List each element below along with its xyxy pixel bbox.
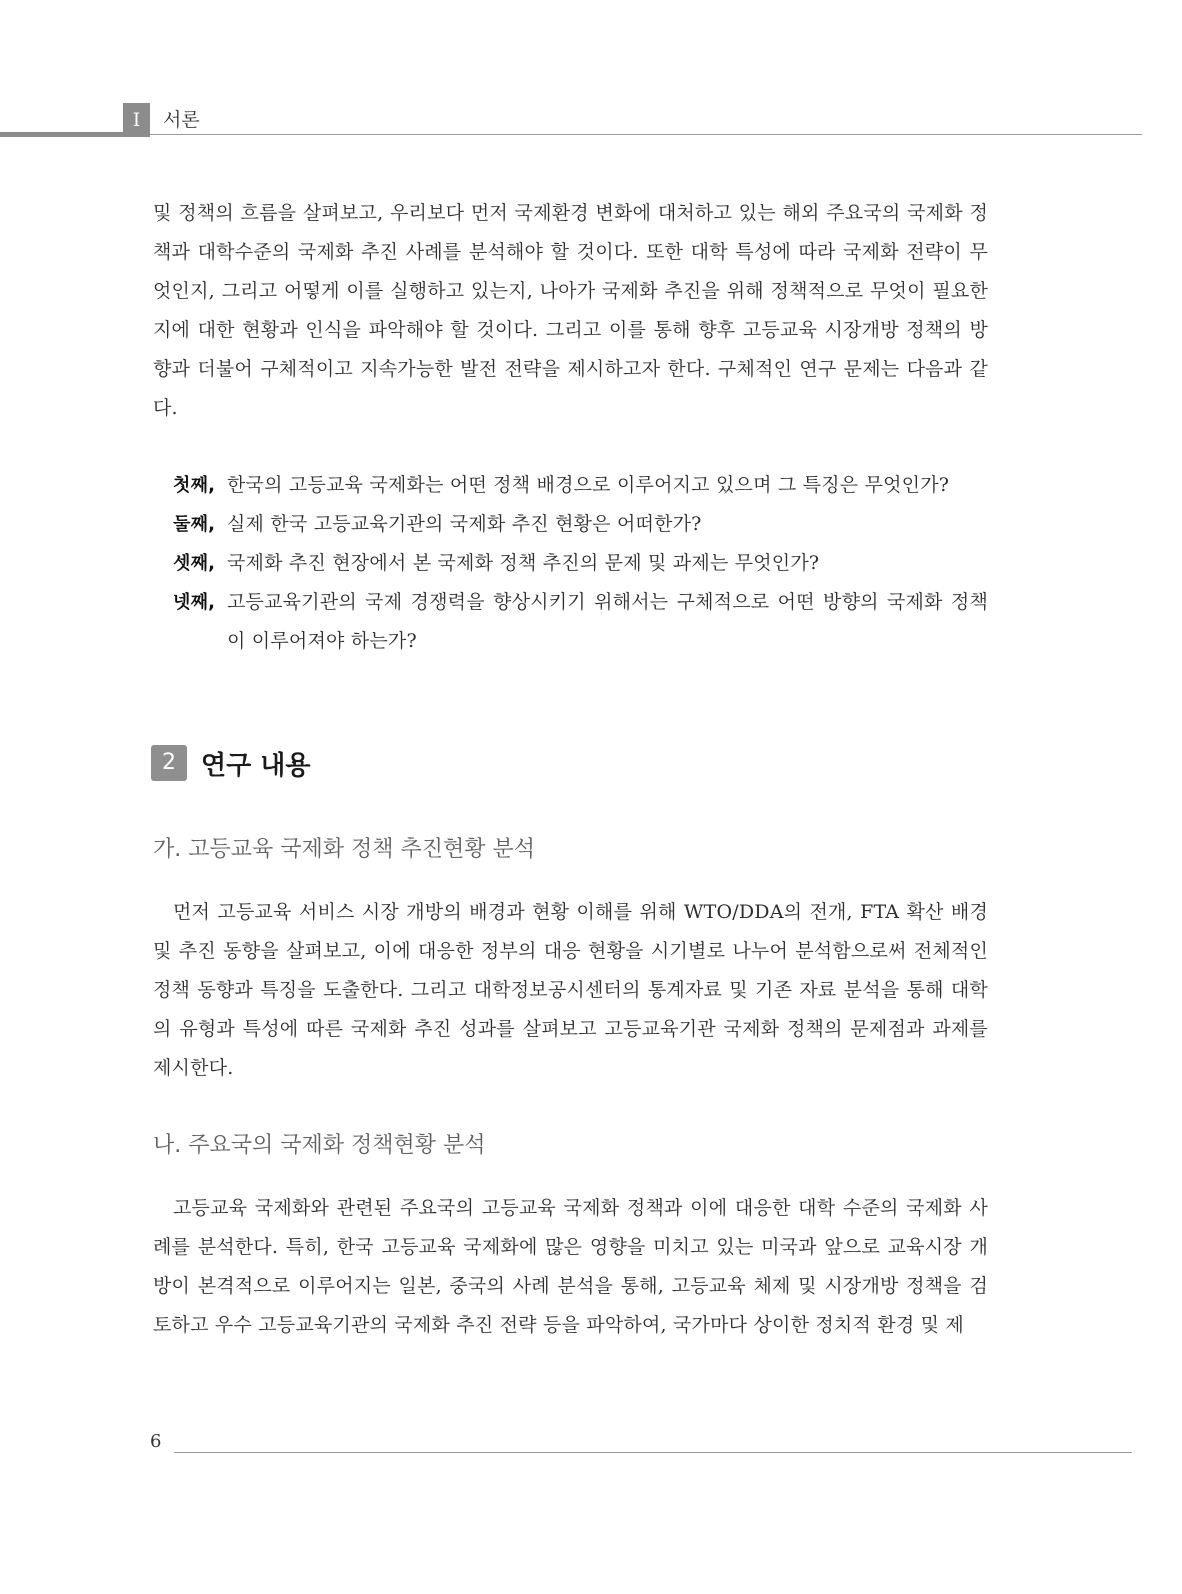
research-question (173, 466, 988, 505)
question-label: 셋째, (173, 553, 216, 574)
section-heading (151, 744, 311, 782)
subsection-b-heading: 나. 주요국의 국제화 정책현황 분석 (153, 1133, 486, 1158)
research-question (173, 505, 988, 544)
page-header (0, 0, 1182, 140)
question-text: 한국의 고등교육 국제화는 어떤 정책 배경으로 이루어지고 있으며 그 특징은 무엇인가? (227, 474, 950, 496)
subsection-a-body: 먼저 고등교육 서비스 시장 개방의 배경과 현황 이해를 위해 WTO/DDA의 전개, FTA 확산 배경 및 추진 동향을 살펴보고, 이에 대응한 정부의 대응 현황을 시기별로 나누어 분석함으로써 전체적인 정책 동향과 특징을 도출한다. 그리고 대학정보공시센터의 통계자료 및 기존 자료 분석을 통해 대학의 유형과 특성에 따른 국제화 추진 성과를 살펴보고 고등교육기관 국제화 정책의 문제점과 과제를 제시한다. (153, 901, 988, 1079)
section-title: 연구 내용 (201, 750, 311, 781)
question-text: 실제 한국 고등교육기관의 국제화 추진 현황은 어떠한가? (227, 513, 702, 535)
intro-paragraph: 및 정책의 흐름을 살펴보고, 우리보다 먼저 국제환경 변화에 대처하고 있는 해외 주요국의 국제화 정책과 대학수준의 국제화 추진 사례를 분석해야 할 것이다. 또한 대학 특성에 따라 국제화 전략이 무엇인지, 그리고 어떻게 이를 실행하고 있는지, 나아가 국제화 추진을 위해 정책적으로 무엇이 필요한지에 대한 현황과 인식을 파악해야 할 것이다. 그리고 이를 통해 향후 고등교육 시장개방 정책의 방향과 더불어 구체적이고 지속가능한 발전 전략을 제시하고자 한다. 구체적인 연구 문제는 다음과 같다. (153, 202, 988, 419)
header-rule (150, 134, 1142, 135)
question-text: 국제화 추진 현장에서 본 국제화 정책 추진의 문제 및 과제는 무엇인가? (227, 552, 820, 574)
chapter-number-badge: I (123, 103, 150, 137)
footer-rule (174, 1452, 1132, 1453)
research-question-list (173, 466, 988, 661)
research-question (173, 544, 988, 583)
page-number: 6 (150, 1431, 162, 1452)
question-label: 둘째, (173, 514, 216, 535)
question-text: 고등교육기관의 국제 경쟁력을 향상시키기 위해서는 구체적으로 어떤 방향의 국제화 정책이 이루어져야 하는가? (227, 591, 988, 652)
header-accent-bar (0, 132, 123, 137)
subsection-b-body: 고등교육 국제화와 관련된 주요국의 고등교육 국제화 정책과 이에 대응한 대학 수준의 국제화 사례를 분석한다. 특히, 한국 고등교육 국제화에 많은 영향을 미치고 있는 미국과 앞으로 교육시장 개방이 본격적으로 이루어지는 일본, 중국의 사례 분석을 통해, 고등교육 체제 및 시장개방 정책을 검토하고 우수 고등교육기관의 국제화 추진 전략 등을 파악하여, 국가마다 상이한 정치적 환경 및 제 (153, 1197, 988, 1336)
chapter-title: 서론 (163, 109, 200, 131)
research-question (173, 583, 988, 661)
section-number-badge: 2 (151, 745, 187, 781)
question-label: 넷째, (173, 592, 216, 613)
question-label: 첫째, (173, 475, 216, 496)
subsection-a-heading: 가. 고등교육 국제화 정책 추진현황 분석 (153, 837, 535, 862)
